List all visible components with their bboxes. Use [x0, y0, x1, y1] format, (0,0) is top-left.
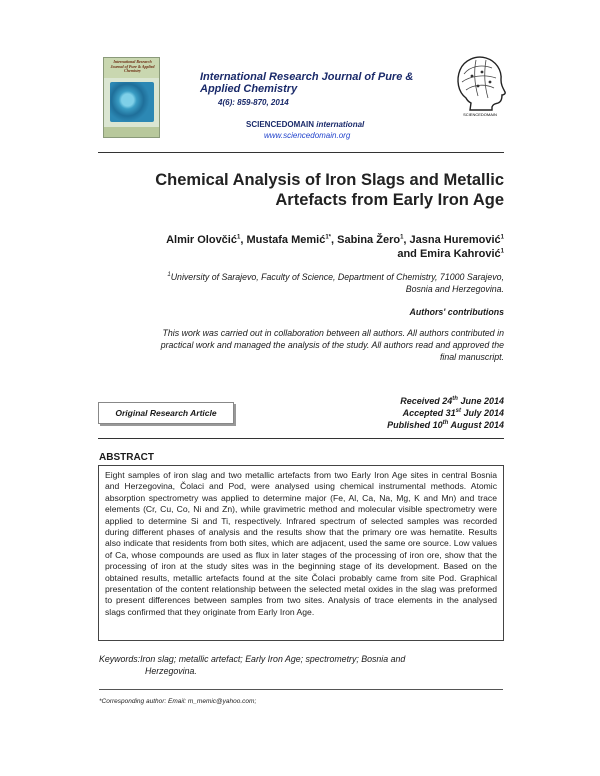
keywords: Keywords:Iron slag; metallic artefact; Early Iron Age; spectrometry; Bosnia and Herzegovina. [99, 654, 406, 676]
accepted-date: Accepted 31st July 2014 [402, 408, 504, 418]
published-date: Published 10th August 2014 [387, 420, 504, 430]
author-name: Sabina Žero [337, 234, 401, 246]
footnote-divider [99, 689, 503, 690]
journal-title: International Research Journal of Pure & Applied Chemistry [200, 71, 414, 95]
contributions-text: This work was carried out in collaboration between all authors. All authors contributed in practical work and managed the analysis of the study. All authors read and approved the final manuscript. [160, 328, 504, 362]
received-date: Received 24th June 2014 [400, 396, 504, 406]
author-name: Mustafa Memić [246, 234, 326, 246]
corresponding-author-footnote: *Corresponding author: Email: m_memic@yahoo.com; [99, 698, 257, 705]
publisher-website-link[interactable]: www.sciencedomain.org [264, 131, 351, 140]
abstract-divider [98, 438, 504, 439]
abstract-box [98, 465, 504, 641]
journal-cover-thumbnail [103, 57, 160, 138]
abstract-text: Eight samples of iron slag and two metallic artefacts from two Early Iron Age sites in central Bosnia and Herzegovina, Čolaci and Pod, were analysed using chemical instrumental methods. Atomic absorption spectrometry was applied to determine major (Fe, Al, Ca, Na, Mg, K and Mn) and trace elements (Cr, Cu, Co, Ni and Zn), while gravimetric method and molecular visible spectrometry were applied to determine Si and Ti, respectively. Infrared spectrum of selected samples was recorded during different phases of analysis and the results show that the primary ore was hematite. Results also indicate that residents from both sites, which are adjacent, used the same ore source. Low values of Ca, whose compounds are used as flux in later stages of the processing of iron ore, show that the processing of iron at the study sites was in the beginning stage of its development. Based on the obtained results, metallic artefacts found at the site Čolaci probably came from site Pod. Graphical presentation of the content relationship between the selected metal oxides in the slag was preformed to present differences between samples from two sites. Analysis of trace elements in the analysed slags confirmed that they originate from Early Iron Age. [105, 470, 497, 617]
header-divider [98, 152, 504, 153]
publisher-name: SCIENCEDOMAIN international [246, 120, 365, 129]
publisher-logo-icon [452, 52, 508, 118]
article-dates [300, 395, 504, 431]
logo-caption: SCIENCEDOMAIN [463, 112, 497, 117]
journal-volume: 4(6): 859-870, 2014 [218, 98, 289, 107]
article-title: Chemical Analysis of Iron Slags and Metallic Artefacts from Early Iron Age [155, 171, 504, 209]
author-affiliation: $^1$University of Sarajevo, Faculty of Science, Department of Chemistry, 71000 Sarajevo, Bosnia and Herzegovina. [167, 272, 504, 294]
contributions-heading: Authors' contributions [409, 307, 504, 317]
cover-title: International Research Journal of Pure & Applied Chemistry [110, 59, 155, 74]
author-name: Almir Olovčić [166, 234, 237, 246]
author-name: Jasna Huremović [409, 234, 501, 246]
article-type-badge: Original Research Article [98, 402, 234, 424]
author-name: Emira Kahrović [419, 248, 501, 260]
abstract-heading: ABSTRACT [99, 452, 154, 463]
cover-image [110, 82, 154, 122]
keywords-label: Keywords: [99, 654, 141, 664]
author-list: Almir Olovčić$^1$, Mustafa Memić$^{1*}$, Sabina Žero$^1$, Jasna Huremović$^1$ and Emira Kahrović$^1$ [166, 234, 504, 260]
